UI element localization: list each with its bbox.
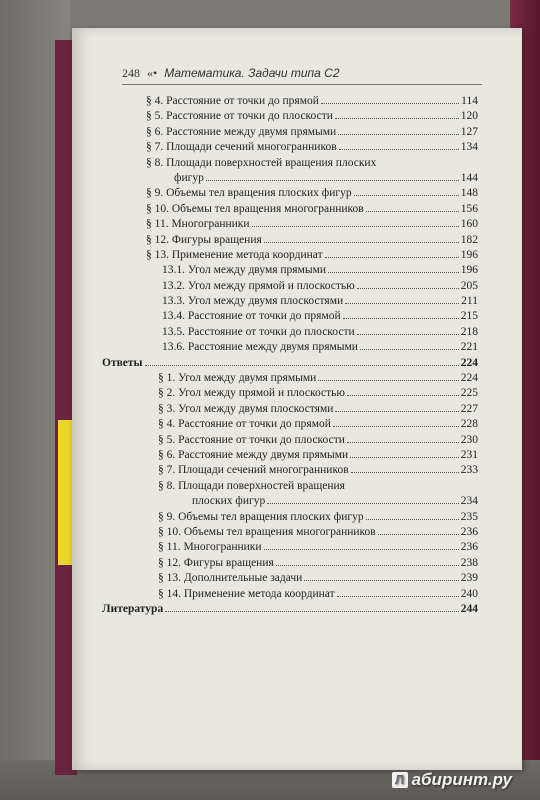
toc-leader-dots [378,525,459,535]
toc-leader-dots [366,510,459,520]
toc-entry-page: 114 [461,95,478,107]
toc-entry-label: § 4. Расстояние от точки до прямой [146,95,319,107]
toc-entry [102,156,478,171]
toc-leader-dots [337,587,459,597]
toc-entry-label: § 11. Многогранники [146,218,250,231]
toc-entry-page: 134 [460,141,478,154]
toc-entry-page: 244 [460,602,478,615]
toc-entry [102,540,478,555]
toc-leader-dots [206,171,459,181]
toc-entry [102,217,478,232]
toc-leader-dots [276,556,459,566]
toc-entry [102,263,478,278]
toc-entry-page: 196 [460,264,478,277]
toc-entry [102,510,478,525]
toc-entry [102,94,478,109]
labirint-logo-icon: Л [392,772,408,788]
toc-entry [102,356,478,371]
toc-entry-label: § 5. Расстояние от точки до плоскости [146,110,333,123]
toc-entry-label: § 2. Угол между прямой и плоскостью [158,387,346,400]
toc-leader-dots [267,494,459,504]
toc-entry [102,279,478,294]
toc-entry [102,494,478,509]
table-of-contents [102,94,478,617]
toc-entry-label: § 8. Площади поверхностей вращения плоских [146,156,377,169]
toc-leader-dots [264,540,459,550]
toc-entry-label: 13.5. Расстояние от точки до плоскости [162,325,355,338]
toc-leader-dots [345,294,459,304]
toc-entry [102,525,478,540]
toc-entry-label: 13.6. Расстояние между двумя прямыми [162,341,358,354]
toc-entry [102,448,478,463]
toc-entry-page: 238 [460,556,478,569]
toc-entry-label: § 6. Расстояние между двумя прямыми [146,125,337,138]
toc-entry [102,202,478,217]
toc-entry-label: 13.1. Угол между двумя прямыми [162,264,327,277]
toc-leader-dots [360,340,459,350]
toc-entry-page: 182 [460,233,478,246]
toc-entry [102,402,478,417]
toc-entry-label: § 12. Фигуры вращения [146,233,262,246]
toc-entry [102,556,478,571]
toc-entry [102,479,478,494]
toc-entry [102,571,478,586]
toc-entry-label: § 8. Площади поверхностей вращения [158,479,345,492]
toc-entry-label: 13.4. Расстояние от точки до прямой [162,310,341,323]
toc-leader-dots [145,356,459,366]
toc-leader-dots [354,186,459,196]
toc-leader-dots [335,402,458,412]
toc-entry-label: 13.3. Угол между двумя плоскостями [162,295,344,308]
toc-entry-page: 231 [460,448,478,461]
toc-entry-label: § 10. Объемы тел вращения многогранников [146,202,364,215]
toc-entry-label: Ответы [102,356,143,369]
toc-entry-page: 120 [460,110,478,123]
toc-entry-label: § 1. Угол между двумя прямыми [158,372,317,385]
toc-entry-label: § 7. Площади сечений многогранников [158,464,349,477]
toc-leader-dots [339,140,459,150]
toc-entry-label: § 10. Объемы тел вращения многогранников [158,525,376,538]
toc-entry [102,587,478,602]
toc-entry [102,140,478,155]
toc-entry-label: § 7. Площади сечений многогранников [146,141,337,154]
toc-entry-page: 205 [460,279,478,292]
book-page [72,28,522,770]
toc-leader-dots [347,386,459,396]
toc-entry-page: 218 [460,325,478,338]
toc-entry [102,109,478,124]
toc-entry-label: фигур [174,171,204,184]
toc-entry-page: 234 [460,495,478,508]
toc-entry-label: § 9. Объемы тел вращения плоских фигур [146,187,352,200]
toc-entry [102,294,478,309]
toc-entry-page: 148 [460,187,478,200]
toc-entry-page: 221 [460,341,478,354]
toc-entry-label: § 11. Многогранники [158,541,262,554]
toc-entry-label: § 13. Дополнительные задачи [158,572,303,585]
toc-entry-label: § 12. Фигуры вращения [158,556,274,569]
toc-leader-dots [325,248,459,258]
toc-entry [102,340,478,355]
toc-leader-dots [328,263,459,273]
toc-entry [102,417,478,432]
toc-leader-dots [351,463,459,473]
watermark-text: абиринт.ру [411,770,512,789]
toc-entry-page: 235 [460,510,478,523]
toc-entry [102,433,478,448]
toc-leader-dots [357,279,459,289]
toc-entry-label: § 6. Расстояние между двумя прямыми [158,448,349,461]
toc-leader-dots [357,325,459,335]
toc-entry-label: § 13. Применение метода координат [146,248,323,261]
toc-entry-page: 224 [460,372,478,385]
toc-entry-label: § 9. Объемы тел вращения плоских фигур [158,510,364,523]
toc-entry [102,125,478,140]
toc-leader-dots [252,217,459,227]
toc-entry-page: 144 [460,171,478,184]
toc-entry-page: 225 [460,387,478,400]
toc-leader-dots [333,417,459,427]
toc-leader-dots [338,125,459,135]
toc-entry-label: § 4. Расстояние от точки до прямой [158,418,331,431]
toc-entry-page: 236 [460,541,478,554]
toc-entry [102,171,478,186]
toc-leader-dots [335,109,459,119]
toc-leader-dots [304,571,458,581]
toc-entry-page: 230 [460,433,478,446]
toc-entry-page: 160 [460,218,478,231]
toc-entry-label: § 5. Расстояние от точки до плоскости [158,433,345,446]
toc-entry-label: § 14. Применение метода координат [158,587,335,600]
page-header [122,66,482,85]
toc-entry-label: плоских фигур [192,495,266,508]
toc-entry [102,248,478,263]
toc-entry [102,309,478,324]
toc-entry-page: 196 [460,248,478,261]
toc-entry-page: 211 [461,295,478,308]
toc-entry-page: 236 [460,525,478,538]
toc-entry [102,186,478,201]
toc-entry [102,386,478,401]
toc-entry-label: Литература [102,602,164,615]
toc-entry-page: 224 [460,356,478,369]
toc-leader-dots [366,202,459,212]
running-title: Математика. Задачи типа С2 [164,66,340,80]
toc-entry-page: 240 [460,587,478,600]
toc-leader-dots [264,233,459,243]
toc-entry-page: 215 [460,310,478,323]
toc-leader-dots [347,433,459,443]
toc-leader-dots [318,371,458,381]
page-number: 248 [122,66,140,80]
toc-entry-page: 227 [460,402,478,415]
toc-entry-label: 13.2. Угол между прямой и плоскостью [162,279,355,292]
toc-leader-dots [165,602,459,612]
toc-leader-dots [350,448,459,458]
toc-leader-dots [343,309,459,319]
header-marks: «• [147,66,158,80]
toc-leader-dots [321,94,459,104]
watermark [392,770,512,790]
toc-entry-label: § 3. Угол между двумя плоскостями [158,402,334,415]
toc-entry-page: 228 [460,418,478,431]
toc-entry-page: 127 [460,125,478,138]
toc-entry-page: 239 [460,572,478,585]
toc-entry-page: 156 [460,202,478,215]
toc-entry-page: 233 [460,464,478,477]
toc-entry [102,371,478,386]
toc-entry [102,463,478,478]
toc-entry [102,602,478,617]
toc-entry [102,325,478,340]
toc-entry [102,233,478,248]
